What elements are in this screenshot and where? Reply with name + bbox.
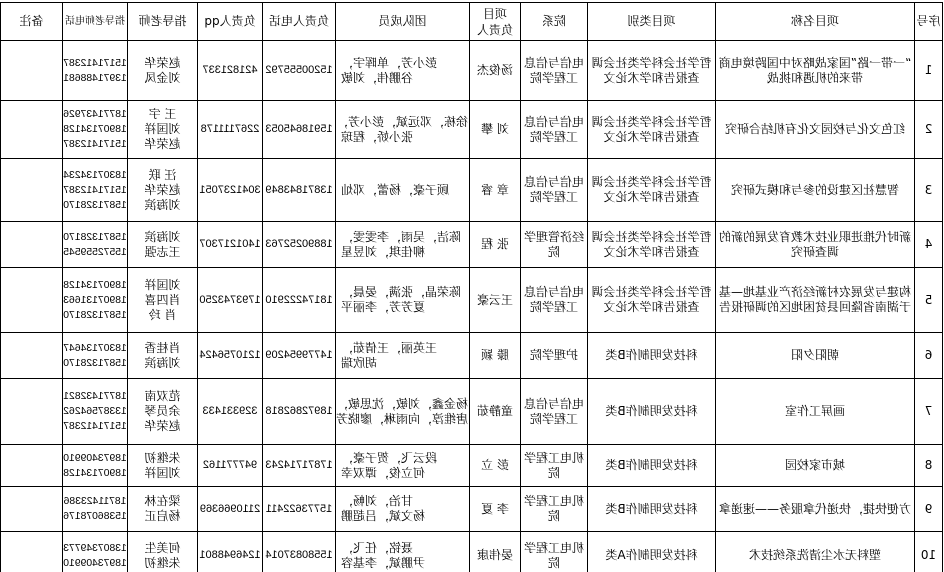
table-row [1, 101, 943, 159]
team-member-line: 陈洁，吴雨，李雯雯， [341, 229, 462, 244]
team-member-line: 顾子豪，杨蕾，邓灿 [341, 182, 450, 197]
team-member-line: 杨金鑫，刘敏，沈思敏， [335, 396, 468, 411]
cell-leader-phone: 18972862818 [263, 379, 336, 445]
cell-leader: 彭 立 [470, 445, 521, 487]
table-row [1, 159, 943, 222]
cell-leader-qq: 2267111178 [198, 101, 263, 159]
cell-index: 4 [915, 222, 943, 268]
advisor-phone: 15171412387 [63, 139, 127, 150]
advisor-name: 梁在林 [144, 494, 181, 508]
advisor-name: 杨启正 [144, 509, 181, 523]
advisor-phone: 18973409910 [63, 452, 127, 464]
cell-remark [1, 41, 63, 101]
cell-advisor [128, 487, 198, 532]
team-member-line: 段云飞，贺子豪， [341, 450, 438, 465]
cell-leader-qq: 329331433 [198, 379, 263, 445]
advisor-phone: 18973409910 [63, 557, 127, 569]
advisor-phone: 15171412387 [63, 421, 127, 432]
cell-advisor-phone [63, 101, 128, 159]
cell-remark [1, 222, 63, 268]
cell-advisor-phone [63, 222, 128, 268]
cell-project-name: 新时代推进职业技术教育发展的新的调查研究 [716, 222, 915, 268]
advisor-phone: 13971488681 [63, 72, 127, 84]
advisor-phone: 18307134647 [63, 342, 127, 354]
cell-index: 5 [915, 268, 943, 333]
cell-category: 哲学社会科学类社会调查报告和学术论文 [588, 159, 716, 222]
header-leader: 项目 负责人 [470, 3, 521, 41]
cell-leader: 刘 攀 [470, 101, 521, 159]
cell-team [336, 159, 470, 222]
team-member-line: 王英丽，王倩茹， [341, 340, 438, 355]
advisor-phone: 15871328170 [63, 199, 127, 211]
table-row [1, 268, 943, 333]
team-member-line: 谷鹏伟，刘敏 [341, 70, 414, 85]
cell-department: 机电工程学院 [521, 487, 588, 532]
cell-leader-phone: 15918645053 [263, 101, 336, 159]
advisor-name: 赵荣华 [144, 182, 181, 197]
cell-advisor [128, 379, 198, 445]
cell-index: 3 [915, 159, 943, 222]
project-table [0, 2, 943, 572]
advisor-name: 刘海滨 [144, 355, 181, 370]
cell-leader: 张 程 [470, 222, 521, 268]
advisor-phone: 18907134128 [63, 124, 127, 135]
cell-index: 6 [915, 333, 943, 379]
advisor-name: 肖四喜 [144, 292, 181, 307]
table-row [1, 222, 943, 268]
cell-advisor-phone [63, 333, 128, 379]
advisor-name: 王志强 [144, 244, 181, 259]
advisor-name: 范双南 [144, 389, 181, 403]
advisor-phone: 18907134128 [63, 467, 127, 479]
header-team: 团队成员 [336, 3, 470, 41]
cell-team [336, 532, 470, 572]
cell-index: 10 [915, 532, 943, 572]
table-row [1, 333, 943, 379]
advisor-name: 刘金凤 [144, 70, 181, 85]
cell-index: 2 [915, 101, 943, 159]
advisor-name: 刘国祥 [144, 277, 181, 292]
cell-project-name: 塑料无水尘清洗系统技术 [716, 532, 915, 572]
team-member-line: 甘治，刘畅， [341, 494, 414, 508]
cell-department: 电信与信息工程学院 [521, 41, 588, 101]
advisor-phone: 13387564262 [63, 406, 127, 417]
cell-category: 科技发明制作A类 [588, 532, 716, 572]
cell-index: 1 [915, 41, 943, 101]
cell-leader: 李 夏 [470, 487, 521, 532]
advisor-name: 刘海滨 [144, 197, 181, 212]
cell-remark [1, 445, 63, 487]
advisor-name: 赵荣华 [144, 419, 181, 433]
header-leader-qq: 负责人qq [198, 3, 263, 41]
advisor-name: 刘国祥 [144, 465, 181, 480]
cell-project-name: 构建与发展农村新经济产业基地—基于湖南省隆回县贫困地区的调研报告 [716, 268, 915, 333]
header-advisor: 指导老师 [128, 3, 198, 41]
cell-leader-qq: 2110966369 [198, 487, 263, 532]
cell-project-name: 画屏工作室 [716, 379, 915, 445]
cell-category: 科技发明制作B类 [588, 487, 716, 532]
cell-department: 经济管理学院 [521, 222, 588, 268]
cell-project-name: 红色文化与校园文化有机结合研究 [716, 101, 915, 159]
cell-department: 电信与信息工程学院 [521, 379, 588, 445]
cell-team [336, 445, 470, 487]
header-remark: 备注 [1, 3, 63, 41]
cell-advisor [128, 101, 198, 159]
advisor-name: 王 宇 [148, 107, 177, 121]
advisor-phone: 15171412387 [63, 184, 127, 196]
cell-team [336, 101, 470, 159]
table-row [1, 532, 943, 572]
cell-department: 电信与信息工程学院 [521, 101, 588, 159]
header-leader-phone: 负责人电话 [263, 3, 336, 41]
cell-advisor-phone [63, 268, 128, 333]
team-member-line: 陈荣晶，张满，晏晨， [341, 285, 462, 299]
cell-remark [1, 101, 63, 159]
cell-leader-qq: 3041237051 [198, 159, 263, 222]
team-member-line: 彭小芳，单晖宇， [341, 55, 438, 70]
cell-leader-phone: 17871714243 [263, 445, 336, 487]
cell-leader-phone: 15200555792 [263, 41, 336, 101]
cell-category: 哲学社会科学类社会调查报告和学术论文 [588, 222, 716, 268]
cell-advisor [128, 268, 198, 333]
cell-leader: 晏伟康 [470, 532, 521, 572]
cell-leader-phone: 13871843849 [263, 159, 336, 222]
advisor-name: 刘海滨 [144, 229, 181, 244]
cell-team [336, 268, 470, 333]
cell-project-name: 朝阳夕阳 [716, 333, 915, 379]
cell-remark [1, 487, 63, 532]
advisor-name: 赵荣华 [144, 55, 181, 70]
cell-leader-qq: 421821337 [198, 41, 263, 101]
advisor-phone: 18907131663 [63, 294, 127, 306]
cell-advisor [128, 41, 198, 101]
cell-department: 护理学院 [521, 333, 588, 379]
advisor-phone: 15871328170 [63, 231, 127, 243]
cell-advisor [128, 532, 198, 572]
cell-remark [1, 379, 63, 445]
table-body [1, 41, 943, 572]
cell-leader: 滕 颖 [470, 333, 521, 379]
header-advisor-phone: 指导老师电话 [63, 3, 128, 41]
cell-team [336, 333, 470, 379]
cell-advisor [128, 222, 198, 268]
cell-index: 7 [915, 379, 943, 445]
header-department: 院系 [521, 3, 588, 41]
cell-index: 8 [915, 445, 943, 487]
cell-team [336, 379, 470, 445]
cell-leader-phone: 18890252763 [263, 222, 336, 268]
cell-project-name: 城市家校园 [716, 445, 915, 487]
team-member-line: 杨文斌，吕超鹏 [341, 509, 426, 523]
team-member-line: 胡欣瑞 [341, 355, 378, 370]
team-member-line: 夏芳芳，李丽平 [341, 300, 426, 314]
cell-category: 科技发明制作B类 [588, 333, 716, 379]
cell-leader: 童静茹 [470, 379, 521, 445]
cell-advisor-phone [63, 379, 128, 445]
advisor-phone: 18711423386 [63, 496, 127, 507]
advisor-name: 赵荣华 [144, 137, 181, 151]
advisor-phone: 15871328170 [63, 309, 127, 321]
advisor-name: 朱继初 [144, 555, 181, 570]
team-member-line: 聂铭，任飞， [341, 540, 414, 555]
cell-leader-phone: 15580837014 [263, 532, 336, 572]
cell-index: 9 [915, 487, 943, 532]
advisor-phone: 15572559545 [63, 246, 127, 258]
cell-leader-phone: 14779954209 [263, 333, 336, 379]
cell-team [336, 41, 470, 101]
header-category: 项目类别 [588, 3, 716, 41]
cell-department: 电信与信息工程学院 [521, 159, 588, 222]
cell-project-name: 方便快捷，快递代拿服务——速递拿 [716, 487, 915, 532]
cell-category: 哲学社会科学类社会调查报告和学术论文 [588, 101, 716, 159]
cell-leader: 章 睿 [470, 159, 521, 222]
cell-advisor-phone [63, 532, 128, 572]
cell-advisor-phone [63, 487, 128, 532]
advisor-phone: 18771432821 [63, 391, 127, 402]
advisor-name: 何美生 [144, 540, 181, 555]
mirrored-table-view [0, 2, 944, 572]
team-member-line: 何立俊，谭双幸 [341, 465, 426, 480]
cell-leader-phone: 18174222910 [263, 268, 336, 333]
cell-leader-phone: 15773622411 [263, 487, 336, 532]
table-row [1, 445, 943, 487]
cell-leader-qq: 947771162 [198, 445, 263, 487]
cell-team [336, 222, 470, 268]
cell-remark [1, 532, 63, 572]
cell-advisor-phone [63, 159, 128, 222]
advisor-name: 刘国祥 [144, 122, 181, 136]
cell-department: 电信与信息工程学院 [521, 268, 588, 333]
table-row [1, 487, 943, 532]
advisor-phone: 15386078176 [63, 511, 127, 522]
cell-category: 科技发明制作B类 [588, 379, 716, 445]
cell-leader-qq: 1246948801 [198, 532, 263, 572]
advisor-phone: 18907134128 [63, 279, 127, 291]
cell-advisor-phone [63, 445, 128, 487]
table-row [1, 379, 943, 445]
cell-leader-qq: 1793743250 [198, 268, 263, 333]
cell-department: 机电工程学院 [521, 445, 588, 487]
advisor-name: 汪 联 [148, 167, 177, 182]
cell-project-name: “一带一路”国家战略对中国跨境电商带来的机遇和挑战 [716, 41, 915, 101]
advisor-phone: 13807349773 [63, 542, 127, 554]
table-header [1, 3, 943, 41]
advisor-name: 肖桂香 [144, 340, 181, 355]
cell-department: 机电工程学院 [521, 532, 588, 572]
cell-category: 哲学社会科学类社会调查报告和学术论文 [588, 41, 716, 101]
cell-remark [1, 268, 63, 333]
team-member-line: 唐维淳，向雨琳，廖晓芳 [335, 411, 468, 426]
cell-advisor [128, 159, 198, 222]
advisor-phone: 15171412387 [63, 57, 127, 69]
header-row [1, 3, 943, 41]
cell-leader: 王云豪 [470, 268, 521, 333]
team-member-line: 徐栋，邓远斌，彭小芳， [335, 114, 468, 129]
advisor-phone: 15871328170 [63, 357, 127, 369]
advisor-name: 余员琴 [144, 404, 181, 418]
cell-advisor [128, 445, 198, 487]
advisor-phone: 18771437926 [63, 109, 127, 120]
advisor-name: 朱继初 [144, 450, 181, 465]
team-member-line: 张小娇，程琼 [341, 129, 414, 144]
cell-category: 科技发明制作B类 [588, 445, 716, 487]
advisor-phone: 18307134234 [63, 169, 127, 181]
team-member-line: 柳佳琪，刘昱星 [341, 244, 426, 259]
cell-leader: 汤俊杰 [470, 41, 521, 101]
cell-category: 哲学社会科学类社会调查报告和学术论文 [588, 268, 716, 333]
cell-remark [1, 333, 63, 379]
cell-leader-qq: 1401217307 [198, 222, 263, 268]
cell-project-name: 智慧社区建设的参与和模式研究 [716, 159, 915, 222]
cell-advisor [128, 333, 198, 379]
cell-team [336, 487, 470, 532]
team-member-line: 尹鹏斌，李基容 [341, 555, 426, 570]
table-row [1, 41, 943, 101]
cell-remark [1, 159, 63, 222]
header-project-name: 项目名称 [716, 3, 915, 41]
cell-advisor-phone [63, 41, 128, 101]
cell-leader-qq: 1210756424 [198, 333, 263, 379]
header-index: 序号 [915, 3, 943, 41]
advisor-name: 肖 玲 [148, 307, 177, 322]
